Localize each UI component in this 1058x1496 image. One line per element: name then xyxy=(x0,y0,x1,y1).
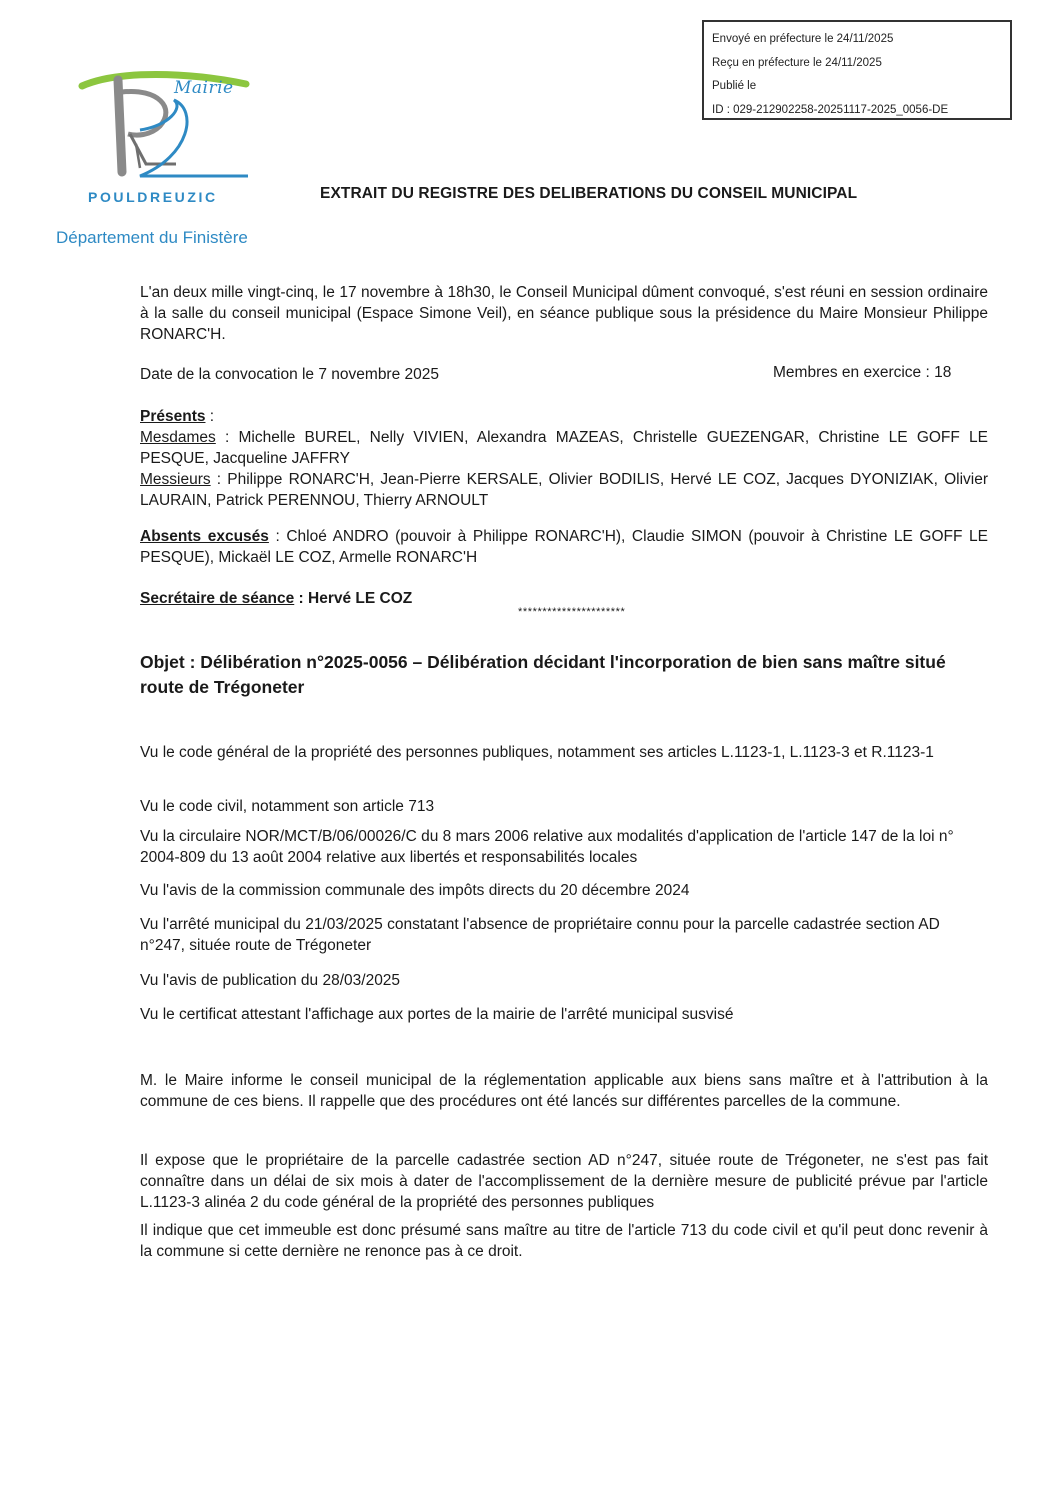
mesdames-label: Mesdames xyxy=(140,429,216,446)
presents-colon: : xyxy=(205,408,215,425)
logo-mairie-text: Mairie xyxy=(174,78,234,98)
objet-title: Objet : Délibération n°2025-0056 – Délibération décidant l'incorporation de bien sans maître situé route de Trégoneter xyxy=(140,652,946,697)
vu-item-3: Vu la circulaire NOR/MCT/B/06/00026/C du 8 mars 2006 relative aux modalités d'application de l'article 147 de la loi n° 2004-809 du 13 août 2004 relative aux libertés et responsabilités locales xyxy=(140,828,954,866)
presents-label: Présents xyxy=(140,408,206,425)
stamp-id: ID : 029-212902258-20251117-2025_0056-DE xyxy=(712,103,949,116)
department-label: Département du Finistère xyxy=(56,228,248,247)
presents-heading xyxy=(140,406,988,427)
mesdames-names: : Michelle BUREL, Nelly VIVIEN, Alexandra MAZEAS, Christelle GUEZENGAR, Christine LE GOFF LE PESQUE, Jacqueline JAFFRY xyxy=(140,429,988,467)
membres-count: Membres en exercice : 18 xyxy=(773,364,952,381)
messieurs-line xyxy=(140,469,988,511)
vu-item-4: Vu l'avis de la commission communale des impôts directs du 20 décembre 2024 xyxy=(140,882,690,899)
vu-item-7: Vu le certificat attestant l'affichage aux portes de la mairie de l'arrêté municipal susvisé xyxy=(140,1006,734,1023)
stamp-published: Publié le xyxy=(712,80,757,92)
separator-stars: ********************** xyxy=(518,606,626,618)
paragraph-indique: Il indique que cet immeuble est donc présumé sans maître au titre de l'article 713 du code civil et qu'il peut donc revenir à la commune si cette dernière ne renonce pas à ce droit. xyxy=(140,1222,988,1260)
absents-label: Absents excusés xyxy=(140,528,269,545)
document-heading: EXTRAIT DU REGISTRE DES DELIBERATIONS DU CONSEIL MUNICIPAL xyxy=(320,185,858,202)
vu-item-2: Vu le code civil, notamment son article 713 xyxy=(140,798,435,815)
convocation-row xyxy=(140,364,988,385)
prefecture-stamp xyxy=(702,20,1012,120)
vu-item-5: Vu l'arrêté municipal du 21/03/2025 constatant l'absence de propriétaire connu pour la parcelle cadastrée section AD n°247, située route de Trégoneter xyxy=(140,916,940,954)
messieurs-names: : Philippe RONARC'H, Jean-Pierre KERSALE, Olivier BODILIS, Hervé LE COZ, Jacques DYONIZIAK, Olivier LAURAIN, Patrick PERENNOU, Thierry ARNOULT xyxy=(140,471,988,509)
presents-block xyxy=(140,406,988,511)
absents-names: : Chloé ANDRO (pouvoir à Philippe RONARC'H), Claudie SIMON (pouvoir à Christine LE GOFF LE PESQUE), Mickaël LE COZ, Armelle RONARC'H xyxy=(140,528,988,566)
secretaire-name: : Hervé LE COZ xyxy=(294,590,413,607)
stamp-received: Reçu en préfecture le 24/11/2025 xyxy=(712,56,882,69)
absents-block xyxy=(140,526,988,568)
paragraph-expose: Il expose que le propriétaire de la parcelle cadastrée section AD n°247, située route de Trégoneter, ne s'est pas fait connaître dans un délai de six mois à dater de l'accomplissement de la dernière mesure de publicité prévue par l'article L.1123-3 alinéa 2 du code général de la propriété des personnes publiques xyxy=(140,1152,988,1211)
logo-town-name: POULDREUZIC xyxy=(88,189,218,205)
intro-paragraph: L'an deux mille vingt-cinq, le 17 novembre à 18h30, le Conseil Municipal dûment convoqué, s'est réuni en session ordinaire à la salle du conseil municipal (Espace Simone Veil), en séance publique sous la présidence du Maire Monsieur Philippe RONARC'H. xyxy=(140,284,988,343)
vu-item-1: Vu le code général de la propriété des personnes publiques, notamment ses articles L.1123-1, L.1123-3 et R.1123-1 xyxy=(140,744,934,761)
messieurs-label: Messieurs xyxy=(140,471,211,488)
stamp-sent: Envoyé en préfecture le 24/11/2025 xyxy=(712,33,894,45)
mesdames-line xyxy=(140,427,988,469)
paragraph-maire-informe: M. le Maire informe le conseil municipal de la réglementation applicable aux biens sans maître et à l'attribution à la commune de ces biens. Il rappelle que des procédures ont été lancés sur différentes parcelles de la commune. xyxy=(140,1072,988,1110)
secretaire-label: Secrétaire de séance xyxy=(140,590,295,607)
convocation-date: Date de la convocation le 7 novembre 2025 xyxy=(140,366,440,383)
vu-item-6: Vu l'avis de publication du 28/03/2025 xyxy=(140,972,401,989)
mairie-logo xyxy=(78,64,258,214)
